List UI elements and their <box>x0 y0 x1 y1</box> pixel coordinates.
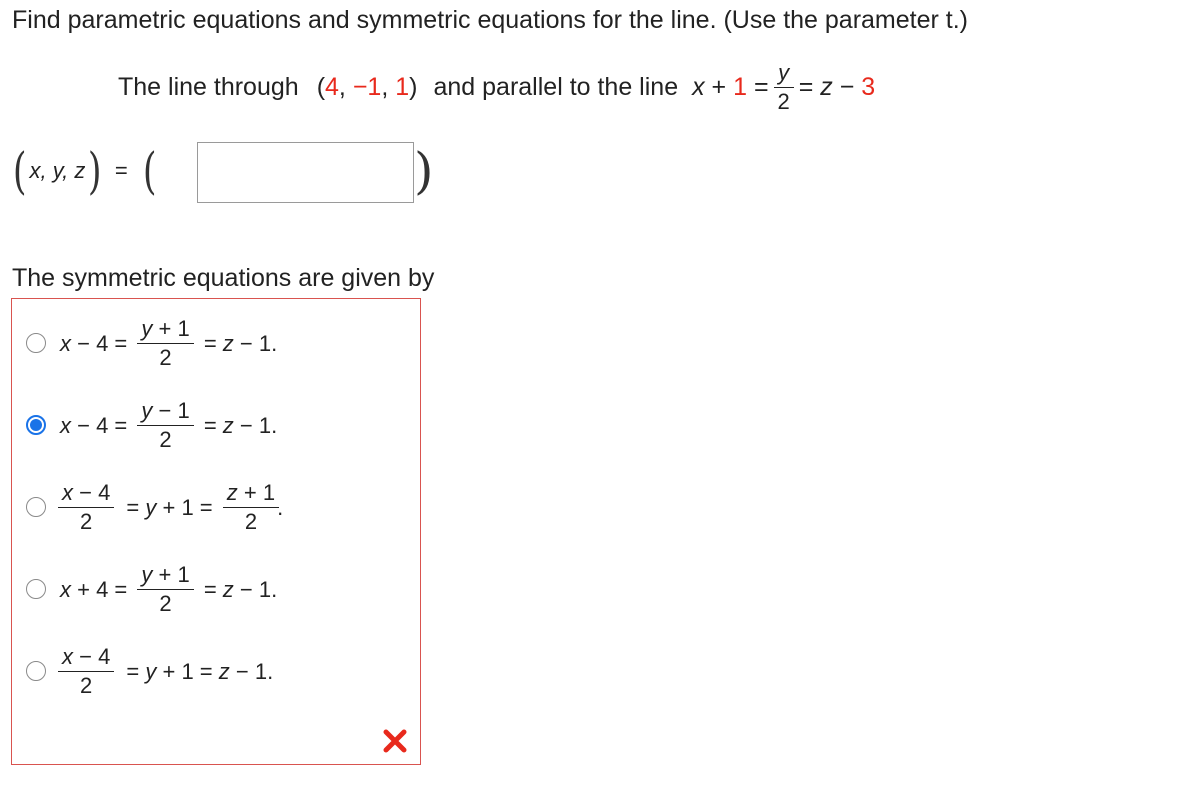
problem-prefix: The line through <box>118 73 299 101</box>
problem-point: (4, −1, 1) <box>316 73 418 101</box>
left-paren: ( <box>12 142 27 200</box>
option-a-equation: x − 4 = $\frac{y + 1}{2}$ = z − 1. <box>60 316 278 370</box>
symmetric-heading: The symmetric equations are given by <box>12 264 435 292</box>
option-b-equation: x − 4 = $\frac{y - 1}{2}$ = z − 1. <box>60 398 278 452</box>
radio-option-b[interactable] <box>26 415 46 435</box>
parametric-row <box>10 142 159 200</box>
option-c-equation: $\frac{x - 4}{2}$ = y + 1 = $\frac{z + 1}{2}$ . <box>60 482 283 533</box>
parametric-answer-input[interactable] <box>197 142 414 203</box>
parametric-equals: = <box>114 158 128 183</box>
right-paren: ) <box>88 142 102 200</box>
incorrect-x-icon <box>382 728 408 759</box>
option-e-equation: $\frac{x - 4}{2}$ = y + 1 = z − 1. <box>60 646 273 697</box>
radio-option-a[interactable] <box>26 333 46 353</box>
parametric-lhs: x, y, z <box>29 158 86 183</box>
given-line-fraction: $\frac{y}{2}$ <box>776 62 792 113</box>
given-line-equation: x + 1 = $\frac{y}{2}$ = z − 3 <box>692 60 876 114</box>
radio-option-e[interactable] <box>26 661 46 681</box>
option-d-equation: x + 4 = $\frac{y + 1}{2}$ = z − 1. <box>60 562 278 616</box>
problem-connector: and parallel to the line <box>433 73 679 101</box>
answer-left-paren: ( <box>142 142 157 200</box>
radio-option-d[interactable] <box>26 579 46 599</box>
answer-right-paren: ) <box>414 142 434 200</box>
problem-statement <box>118 62 875 113</box>
radio-option-c[interactable] <box>26 497 46 517</box>
instruction-text: Find parametric equations and symmetric equations for the line. (Use the parameter t.) <box>12 6 968 34</box>
